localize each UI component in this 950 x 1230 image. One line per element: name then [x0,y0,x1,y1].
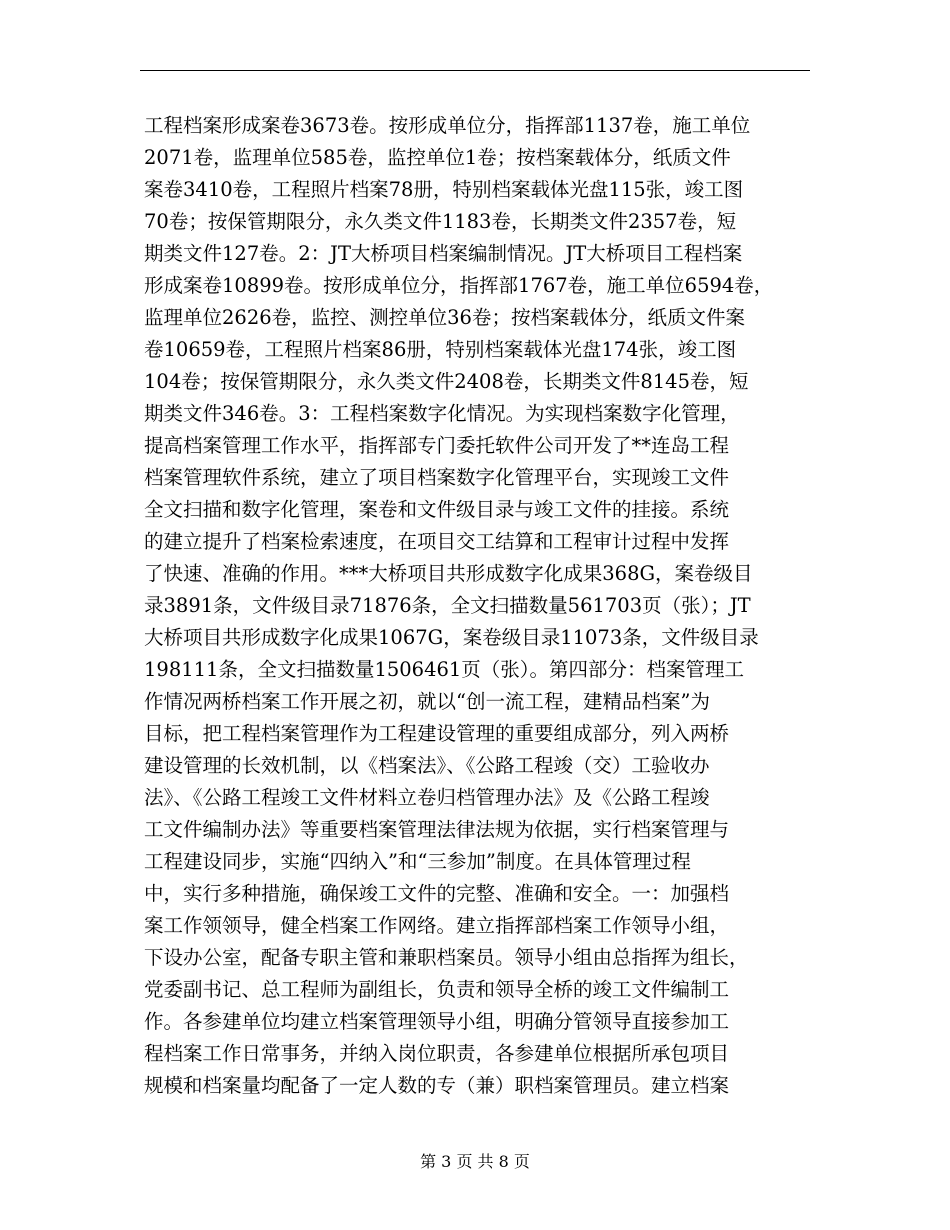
text-line: 工文件编制办法》等重要档案管理法律法规为依据，实行档案管理与 [144,818,730,841]
text-line: 目标，把工程档案管理作为工程建设管理的重要组成部分，列入两桥 [144,722,730,745]
text-line: 198111条，全文扫描数量1506461页（张）。第四部分：档案管理工 [144,658,745,681]
text-line: 监理单位2626卷，监控、测控单位36卷；按档案载体分，纸质文件案 [144,306,745,329]
text-line: 作情况两桥档案工作开展之初，就以“创一流工程，建精品档案”为 [144,690,710,713]
text-line: 2071卷，监理单位585卷，监控单位1卷；按档案载体分，纸质文件 [144,146,731,169]
text-line: 104卷；按保管期限分，永久类文件2408卷，长期类文件8145卷，短 [144,370,749,393]
page-footer: 第 3 页 共 8 页 [420,1152,530,1171]
header-rule [140,70,810,71]
text-line: 下设办公室，配备专职主管和兼职档案员。领导小组由总指挥为组长， [144,946,749,969]
text-line: 档案管理软件系统，建立了项目档案数字化管理平台，实现竣工文件 [144,466,730,489]
text-line: 期类文件127卷。2：JT大桥项目档案编制情况。JT大桥项目工程档案 [144,242,743,265]
text-line: 法》、《公路工程竣工文件材料立卷归档管理办法》及《公路工程竣 [144,786,710,809]
text-line: 的建立提升了档案检索速度，在项目交工结算和工程审计过程中发挥 [144,530,730,553]
text-line: 全文扫描和数字化管理，案卷和文件级目录与竣工文件的挂接。系统 [144,498,730,521]
text-line: 大桥项目共形成数字化成果1067G，案卷级目录11073条，文件级目录 [144,626,759,649]
text-line: 工程档案形成案卷3673卷。按形成单位分，指挥部1137卷，施工单位 [144,114,751,137]
text-line: 案卷3410卷，工程照片档案78册，特别档案载体光盘115张，竣工图 [144,178,744,201]
text-line: 卷10659卷，工程照片档案86册，特别档案载体光盘174张，竣工图 [144,338,737,361]
text-line: 录3891条，文件级目录71876条，全文扫描数量561703页（张）；JT [144,594,751,617]
text-line: 70卷；按保管期限分，永久类文件1183卷，长期类文件2357卷，短 [144,210,737,233]
text-line: 程档案工作日常事务，并纳入岗位职责，各参建单位根据所承包项目 [144,1042,730,1065]
text-line: 期类文件346卷。3：工程档案数字化情况。为实现档案数字化管理， [144,402,740,425]
text-line: 了快速、准确的作用。***大桥项目共形成数字化成果368G，案卷级目 [144,562,753,585]
text-line: 中，实行多种措施，确保竣工文件的完整、准确和安全。一：加强档 [144,882,730,905]
text-line: 提高档案管理工作水平，指挥部专门委托软件公司开发了**连岛工程 [144,434,730,457]
body-text [144,110,824,1102]
text-line: 工程建设同步，实施“四纳入”和“三参加”制度。在具体管理过程 [144,850,691,873]
text-line: 作。各参建单位均建立档案管理领导小组，明确分管领导直接参加工 [144,1010,730,1033]
text-line: 规模和档案量均配备了一定人数的专（兼）职档案管理员。建立档案 [144,1074,730,1097]
text-line: 建设管理的长效机制，以《档案法》、《公路工程竣（交）工验收办 [144,754,710,777]
text-line: 形成案卷10899卷。按形成单位分，指挥部1767卷，施工单位6594卷， [144,274,774,297]
text-line: 党委副书记、总工程师为副组长，负责和领导全桥的竣工文件编制工 [144,978,730,1001]
text-line: 案工作领领导，健全档案工作网络。建立指挥部档案工作领导小组， [144,914,730,937]
